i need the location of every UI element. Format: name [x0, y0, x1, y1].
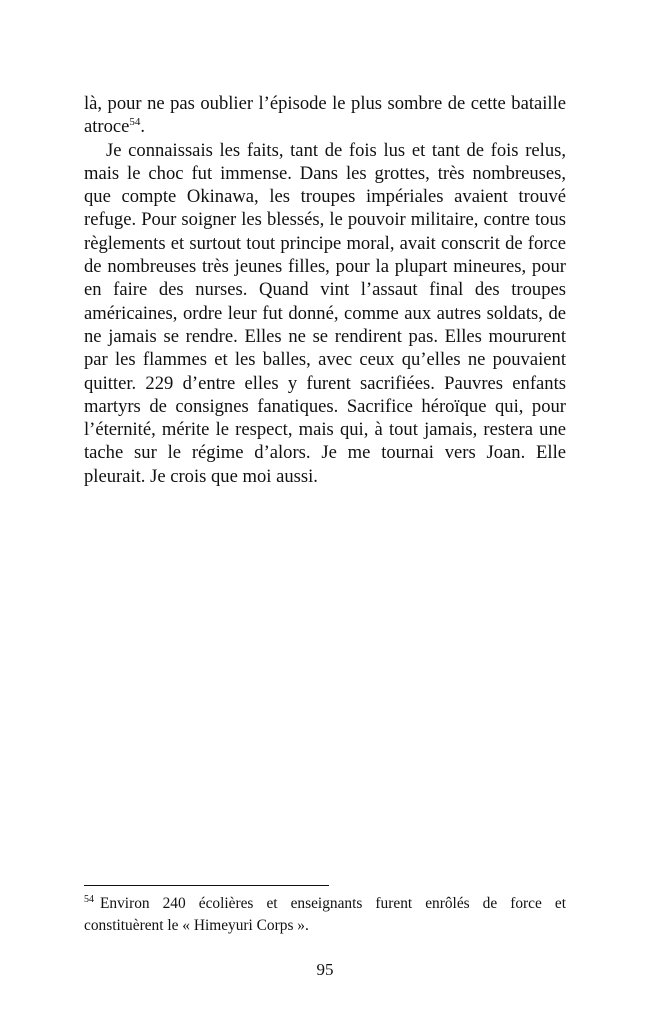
main-text — [84, 92, 566, 488]
footnote-separator — [84, 885, 329, 886]
footnote-text: Environ 240 écolières et enseignants furent enrôlés de force et constituèrent le « Himeyuri Corps ». — [84, 895, 566, 934]
footnote — [84, 893, 566, 937]
paragraph-1 — [84, 92, 566, 139]
paragraph-2: Je connaissais les faits, tant de fois lus et tant de fois relus, mais le choc fut immense. Dans les grottes, très nombreuses, que compte Okinawa, les troupes impériales avaient trouvé refuge. Pour soigner les blessés, le pouvoir militaire, contre tous règlements et surtout tout principe moral, avait conscrit de force de nombreuses très jeunes filles, pour la plupart mineures, pour en faire des nurses. Quand vint l’assaut final des troupes américaines, ordre leur fut donné, comme aux autres soldats, de ne jamais se rendre. Elles ne se rendirent pas. Elles moururent par les flammes et les balles, avec ceux qu’elles ne pouvaient quitter. 229 d’entre elles y furent sacrifiées. Pauvres enfants martyrs de consignes fanatiques. Sacrifice héroïque qui, pour l’éternité, mérite le respect, mais qui, à tout jamais, restera une tache sur le régime d’alors. Je me tournai vers Joan. Elle pleurait. Je crois que moi aussi. — [84, 139, 566, 487]
footnote-number: 54 — [84, 894, 94, 905]
paragraph-1-text: là, pour ne pas oublier l’épisode le plus sombre de cette bataille atroce — [84, 93, 566, 138]
page-number: 95 — [316, 960, 334, 979]
paragraph-1-end: . — [140, 116, 146, 138]
footnote-reference: 54 — [129, 116, 141, 129]
